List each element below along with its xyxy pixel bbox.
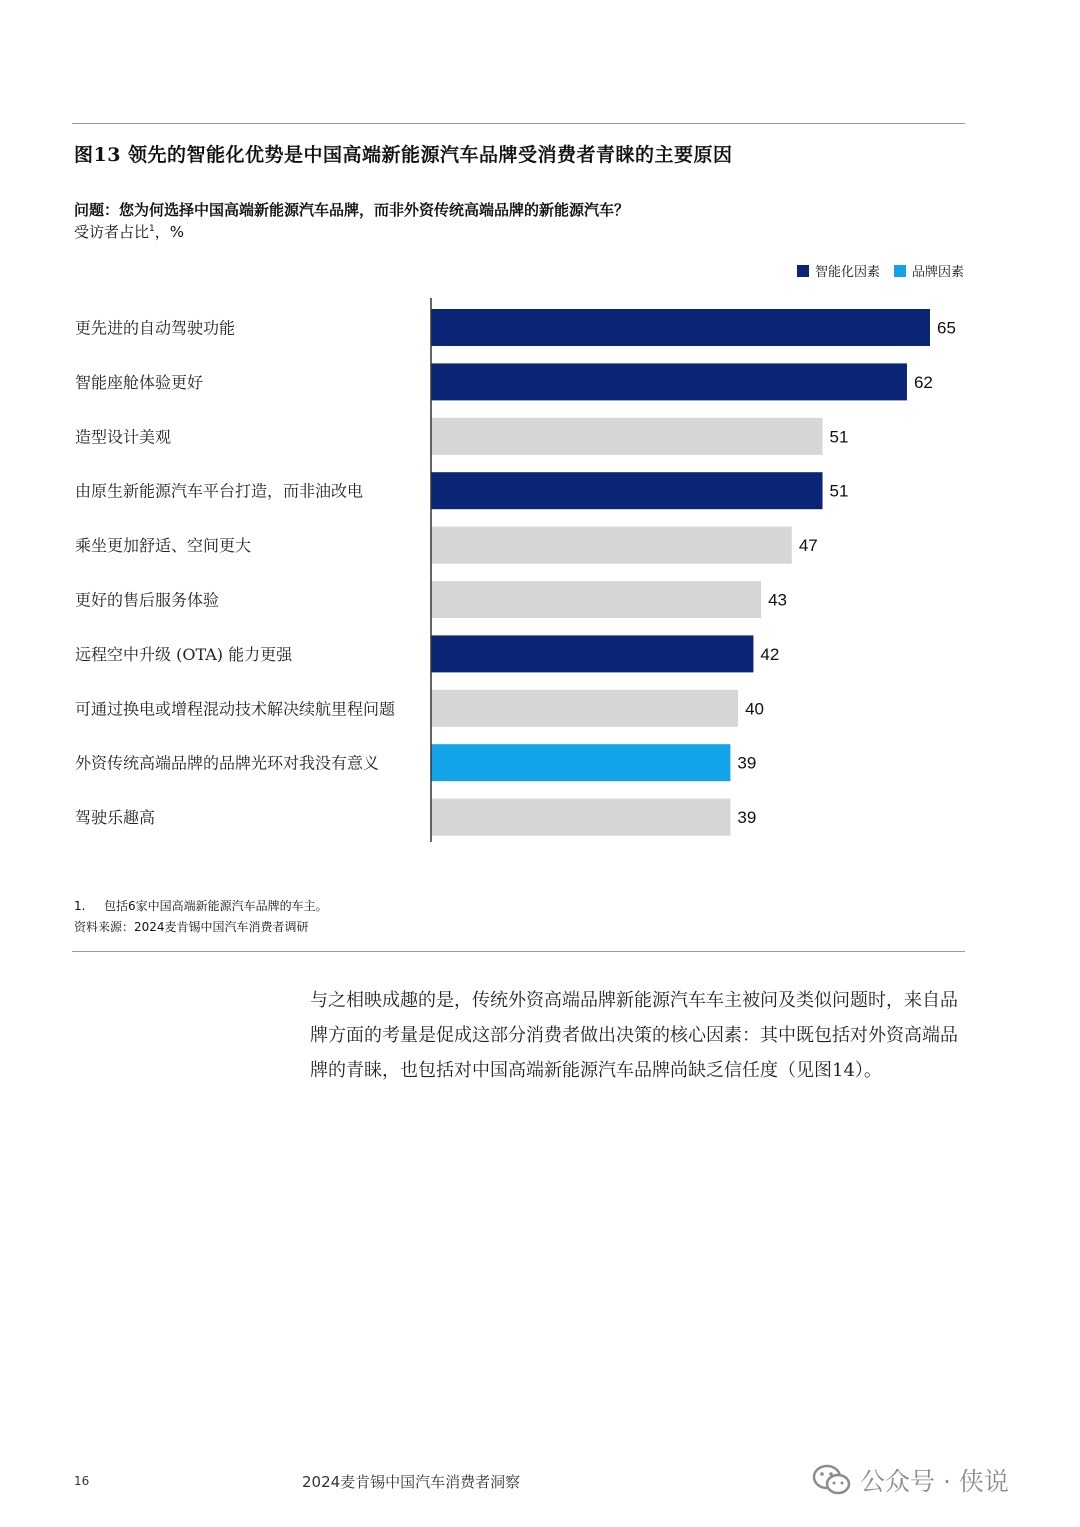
bar-4 [431, 472, 823, 509]
category-label-5: 乘坐更加舒适、空间更大 [75, 536, 252, 556]
watermark [812, 1462, 1009, 1498]
footnote: 1. 包括6家中国高端新能源汽车品牌的车主。 [74, 899, 328, 913]
bar-1 [431, 309, 930, 346]
bar-value-8: 40 [745, 699, 764, 719]
legend-swatch-intelligent [797, 265, 809, 277]
category-label-3: 造型设计美观 [75, 427, 172, 447]
category-label-8: 可通过换电或增程混动技术解决续航里程问题 [75, 699, 396, 719]
source-note: 资料来源：2024麦肯锡中国汽车消费者调研 [74, 920, 309, 934]
page-number: 16 [74, 1474, 90, 1488]
bar-chart [0, 290, 1080, 860]
legend-item-brand [894, 261, 964, 280]
unit-label: 受访者占比$^1$，% [74, 223, 185, 241]
bar-3 [431, 418, 823, 455]
bar-value-2: 62 [913, 372, 933, 392]
bar-value-9: 39 [737, 753, 757, 773]
legend-item-intelligent [797, 261, 880, 280]
legend-label-brand: 品牌因素 [911, 265, 964, 280]
bar-5 [431, 527, 792, 564]
category-label-10: 驾驶乐趣高 [75, 808, 156, 828]
category-label-7: 远程空中升级 (OTA) 能力更强 [75, 644, 293, 664]
bar-6 [431, 581, 761, 618]
category-label-1: 更先进的自动驾驶功能 [75, 318, 236, 338]
legend [797, 261, 964, 280]
bar-value-6: 43 [768, 590, 788, 610]
category-label-9: 外资传统高端品牌的品牌光环对我没有意义 [75, 753, 380, 773]
bottom-rule [72, 951, 965, 952]
legend-label-intelligent: 智能化因素 [814, 265, 880, 280]
bar-9 [431, 744, 730, 781]
legend-swatch-brand [894, 265, 906, 277]
bar-value-4: 51 [829, 481, 849, 501]
body-paragraph: 与之相映成趣的是，传统外资高端品牌新能源汽车车主被问及类似问题时，来自品牌方面的考量是促成这部分消费者做出决策的核心因素：其中既包括对外资高端品牌的青睐，也包括对中国高端新能源汽车品牌尚缺乏信任度（见图14）。 [310, 990, 958, 1081]
bar-10 [431, 799, 730, 836]
bar-2 [431, 363, 907, 400]
bar-7 [431, 635, 753, 672]
figure-title: 图13 领先的智能化优势是中国高端新能源汽车品牌受消费者青睐的主要原因 [74, 144, 733, 166]
top-rule [72, 123, 965, 124]
watermark-text: 公众号 · 侠说 [860, 1467, 1009, 1496]
wechat-icon [812, 1463, 852, 1497]
bar-value-10: 39 [737, 808, 757, 828]
category-label-6: 更好的售后服务体验 [75, 590, 220, 610]
category-label-2: 智能座舱体验更好 [75, 372, 204, 392]
bar-value-5: 47 [798, 536, 818, 556]
bar-8 [431, 690, 738, 727]
bar-value-1: 65 [937, 318, 956, 338]
bar-value-7: 42 [760, 644, 780, 664]
category-label-4: 由原生新能源汽车平台打造，而非油改电 [75, 481, 364, 501]
footer-report-title: 2024麦肯锡中国汽车消费者洞察 [302, 1473, 521, 1491]
survey-question: 问题：您为何选择中国高端新能源汽车品牌，而非外资传统高端品牌的新能源汽车？ [74, 201, 630, 219]
bar-value-3: 51 [829, 427, 849, 447]
